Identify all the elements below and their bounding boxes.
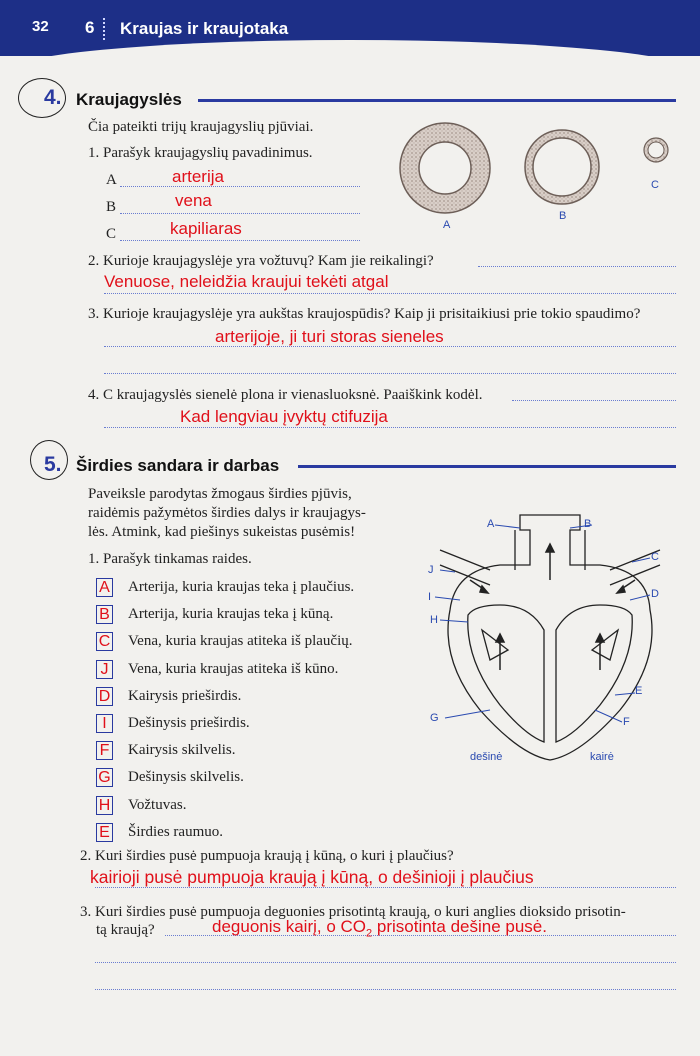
heart-label-c: C: [651, 551, 659, 563]
q3-text: 3. Kurioje kraujagyslėje yra aukštas kraujospūdis? Kaip ji prisitaikiusi prie tokio spaudimo?: [88, 306, 641, 322]
chapter-separator: [103, 18, 107, 40]
s5-q3-answer-sub: 2: [366, 927, 373, 940]
heart-label-d: D: [651, 588, 659, 600]
answer-item-text: Kairysis prieširdis.: [128, 688, 242, 704]
chapter-number: 6: [85, 18, 95, 37]
s5-q2-text: 2. Kuri širdies pusė pumpuoja kraują į kūną, o kuri į plaučius?: [80, 848, 454, 864]
section5-intro-3: lės. Atmink, kad piešinys sukeistas pusėmis!: [88, 524, 356, 540]
heart-label-i: I: [428, 591, 432, 603]
answer-letter-box[interactable]: F: [96, 741, 113, 760]
q4-text: 4. C kraujagyslės sienelė plona ir vienasluoksnė. Paaiškink kodėl.: [88, 387, 483, 403]
answer-item-text: Širdies raumuo.: [128, 824, 223, 840]
s5-q3-line-3: [95, 989, 676, 990]
vessel-figure: [395, 120, 685, 235]
s5-q3-answer-a: deguonis kairį, o CO: [212, 917, 367, 936]
answer-item-text: Arterija, kuria kraujas teka į plaučius.: [128, 579, 355, 595]
q4-line-2: [104, 427, 676, 428]
capillary-cross-section: [644, 138, 668, 162]
heart-label-e: E: [635, 685, 643, 697]
q1-letter-a: A: [106, 172, 117, 188]
answer-item-text: Vožtuvas.: [128, 797, 187, 813]
heart-label-a: A: [487, 518, 495, 530]
figure-label-a: A: [443, 219, 451, 231]
figure-label-b: B: [559, 210, 567, 222]
answer-item-text: Vena, kuria kraujas atiteka iš plaučių.: [128, 633, 353, 649]
q2-line-1: [478, 266, 676, 267]
s5-q1-text: 1. Parašyk tinkamas raides.: [88, 551, 252, 567]
q1-answer-b: vena: [175, 191, 212, 210]
answer-item-text: Dešinysis prieširdis.: [128, 715, 250, 731]
heart-label-j: J: [428, 564, 434, 576]
answer-item-text: Arterija, kuria kraujas teka į kūną.: [128, 606, 334, 622]
answer-letter-box[interactable]: I: [96, 714, 113, 733]
artery-cross-section: [400, 123, 490, 213]
answer-letter-box[interactable]: G: [96, 768, 113, 787]
heart-diagram: [420, 510, 690, 770]
q1-text: 1. Parašyk kraujagyslių pavadinimus.: [88, 145, 313, 161]
answer-item-text: Vena, kuria kraujas atiteka iš kūno.: [128, 661, 339, 677]
section4-title: Kraujagyslės: [76, 90, 182, 109]
q3-answer: arterijoje, ji turi storas sieneles: [215, 327, 444, 346]
q2-answer: Venuose, neleidžia kraujui tekėti atgal: [104, 272, 389, 291]
q4-line-1: [512, 400, 676, 401]
heart-label-h: H: [430, 614, 438, 626]
q1-letter-c: C: [106, 226, 117, 242]
q1-line-b: [120, 213, 360, 214]
answer-letter-box[interactable]: H: [96, 796, 113, 815]
q1-answer-a: arterija: [172, 167, 224, 186]
s5-q3-answer: [212, 917, 547, 939]
heart-label-g: G: [430, 712, 439, 724]
s5-q2-answer: kairioji pusė pumpuoja kraują į kūną, o dešinioji į plaučius: [90, 867, 534, 887]
s5-q3-line-2: [95, 962, 676, 963]
section5-rule: [298, 465, 676, 468]
q1-line-c: [120, 240, 360, 241]
page-number: 32: [32, 18, 49, 35]
q2-line-2: [104, 293, 676, 294]
s5-q3-answer-b: prisotinta dešine pusė.: [372, 917, 547, 936]
section4-rule: [198, 99, 676, 102]
figure-label-c: C: [651, 179, 659, 191]
answer-letter-box[interactable]: B: [96, 605, 113, 624]
s5-q3-text-1: 3. Kuri širdies pusė pumpuoja deguonies prisotintą kraują, o kuri anglies dioksido prisotin-: [80, 904, 626, 920]
flow-arrows: [470, 544, 635, 670]
section5-intro-2: raidėmis pažymėtos širdies dalys ir kraujagys-: [88, 505, 366, 521]
answer-letter-box[interactable]: E: [96, 823, 113, 842]
answer-letter-box[interactable]: A: [96, 578, 113, 597]
section5-intro-1: Paveiksle parodytas žmogaus širdies pjūvis,: [88, 486, 352, 502]
answer-letter-box[interactable]: C: [96, 632, 113, 651]
q2-text: 2. Kurioje kraujagyslėje yra vožtuvų? Kam jie reikalingi?: [88, 253, 434, 269]
heart-label-f: F: [623, 716, 630, 728]
heart-label-b: B: [584, 518, 592, 530]
section4-number: 4.: [44, 86, 62, 109]
q3-line-2: [104, 373, 676, 374]
q1-line-a: [120, 186, 360, 187]
answer-letter-box[interactable]: J: [96, 660, 113, 679]
heart-label-left-side: kairė: [590, 751, 614, 763]
section5-title: Širdies sandara ir darbas: [76, 456, 280, 475]
q1-answer-c: kapiliaras: [170, 219, 242, 238]
chapter-title: Kraujas ir kraujotaka: [120, 19, 289, 38]
answer-letter-box[interactable]: D: [96, 687, 113, 706]
q1-letter-b: B: [106, 199, 117, 215]
s5-q3-text-2: tą kraują?: [96, 922, 155, 938]
q4-answer: Kad lengviau įvyktų ctifuzija: [180, 407, 388, 426]
answer-item-text: Kairysis skilvelis.: [128, 742, 236, 758]
answer-item-text: Dešinysis skilvelis.: [128, 769, 244, 785]
vein-cross-section: [525, 130, 599, 204]
heart-label-right-side: dešinė: [470, 751, 503, 763]
section4-intro: Čia pateikti trijų kraujagyslių pjūviai.: [88, 119, 314, 135]
section5-number: 5.: [44, 453, 62, 476]
